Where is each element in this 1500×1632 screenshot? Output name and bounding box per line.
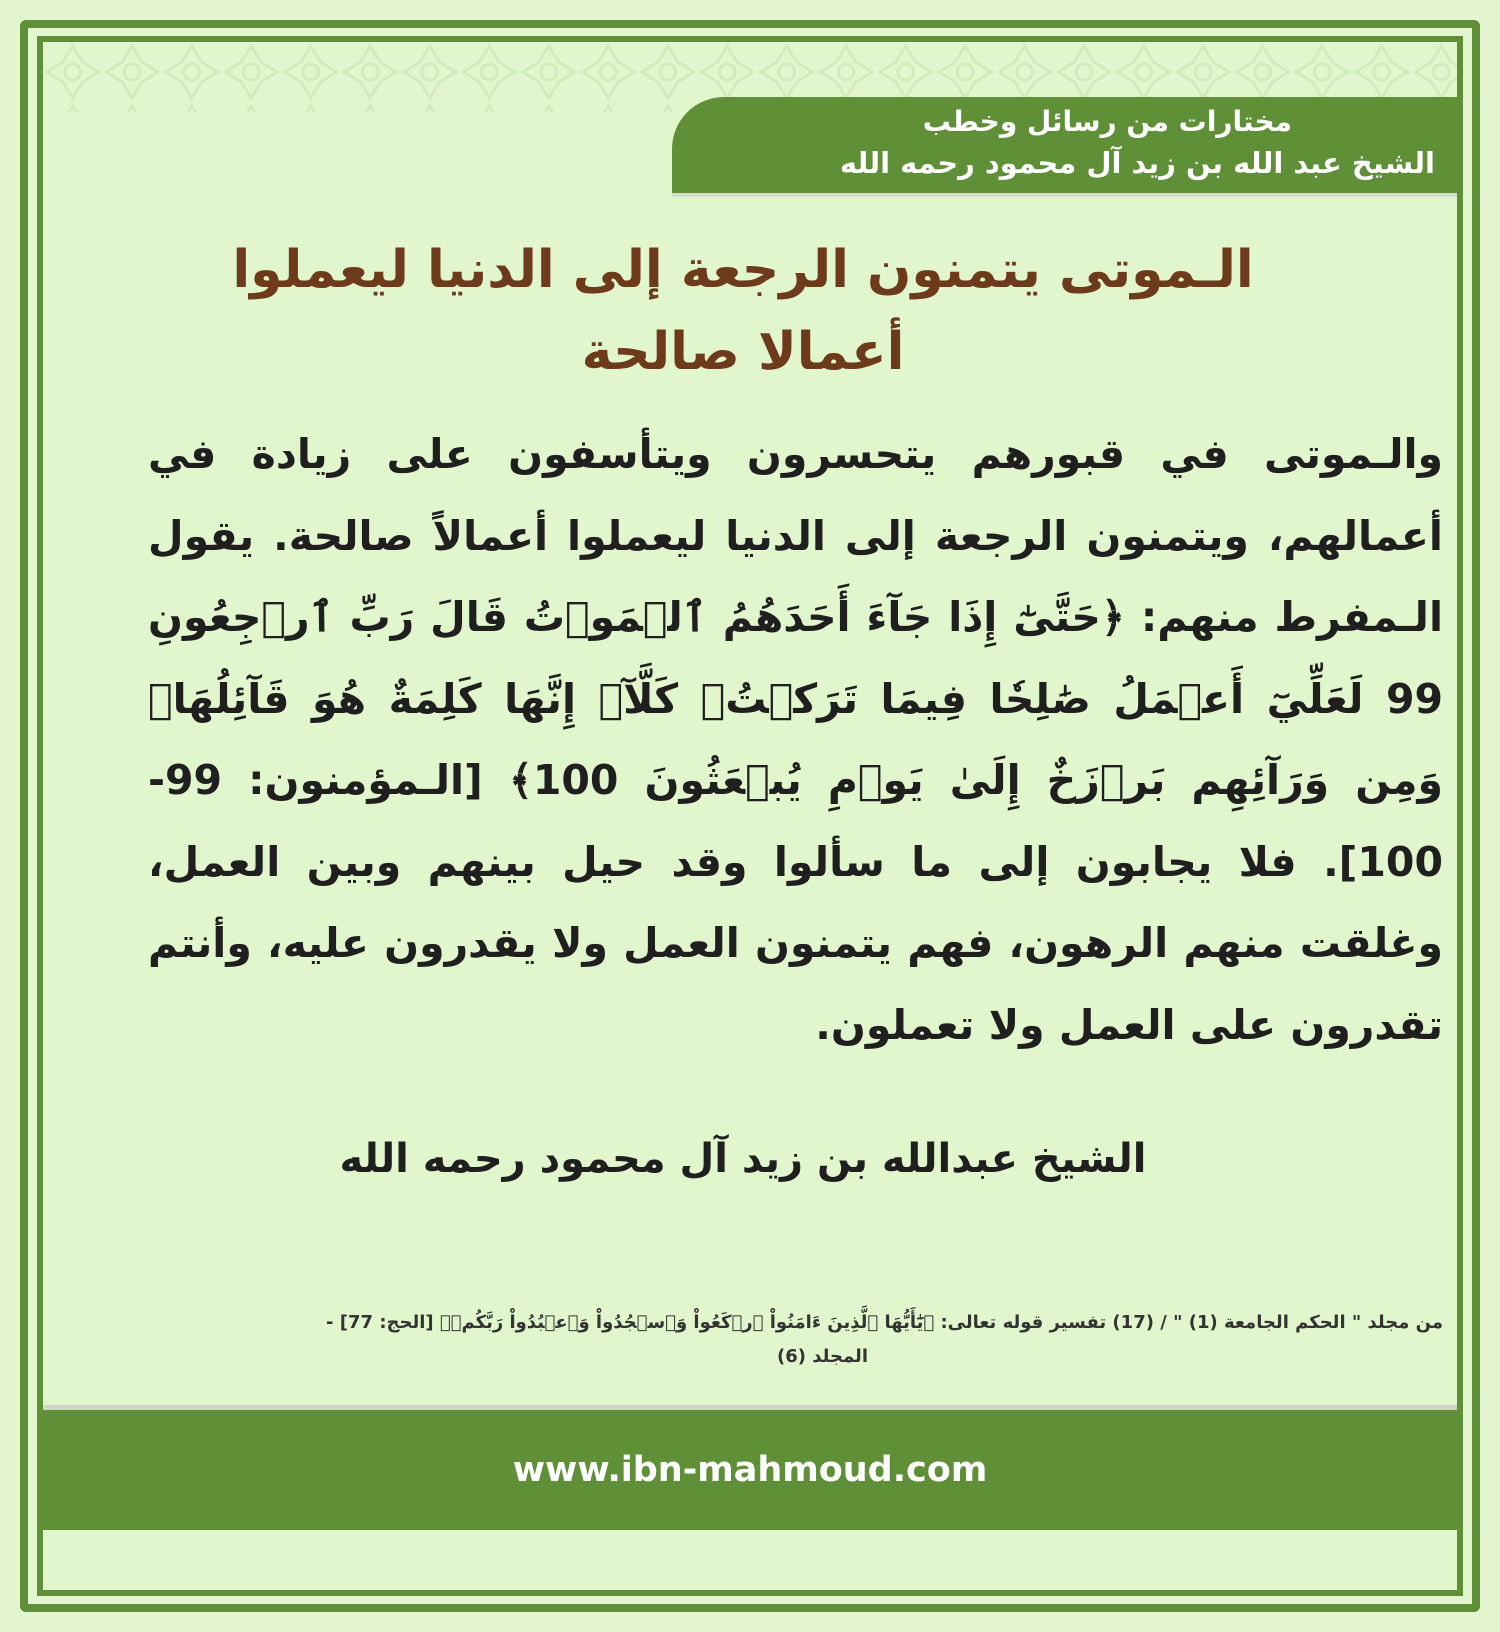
article-body [148,414,1443,1066]
website-link[interactable]: www.ibn-mahmoud.com [512,1450,988,1490]
body-conclusion: [الـمؤمنون: 99-100]. فلا يجابون إلى ما سألوا وقد حيل بينهم وبين العمل، وغلقت منهم الرهون، فهم يتمنون العمل ولا يقدرون عليه، وأنتم تقدرون على العمل ولا تعملون. [148,756,1443,1049]
banner-subtitle: مختارات من رسائل وخطب [922,105,1292,138]
banner-author: الشيخ عبد الله بن زيد آل محمود رحمه الله [839,146,1435,180]
title-line-2: أعمالا صالحة [581,322,905,382]
source-line-2: المجلد (6) [777,1346,868,1367]
source-line-1: من مجلد " الحكم الجامعة (1) " / (17) تفسير قوله تعالى: ﴿يَٰٓأَيُّهَا ٱلَّذِينَ ءَامَنُواْ ٱرۡكَعُواْ وَٱسۡجُدُواْ وَٱعۡبُدُواْ رَبَّكُمۡ﴾ [الحج: 77] - [326,1312,1443,1333]
title-line-1: الـموتى يتمنون الرجعة إلى الدنيا ليعملوا [232,240,1254,300]
page-title [143,229,1343,393]
author-signature: الشيخ عبدالله بن زيد آل محمود رحمه الله [339,1136,1147,1182]
footer-bottom-strip [43,1530,1457,1590]
header-banner [672,97,1457,193]
source-citation [223,1306,1443,1374]
footer-bar [43,1410,1457,1530]
quran-verse: ﴿حَتَّىٰٓ إِذَا جَآءَ أَحَدَهُمُ ٱلۡمَوۡتُ قَالَ رَبِّ ٱرۡجِعُونِ 99 لَعَلِّيٓ أَعۡمَلُ صَٰلِحٗا فِيمَا تَرَكۡتُۚ كَلَّآۚ إِنَّهَا كَلِمَةٌ هُوَ قَآئِلُهَاۖ وَمِن وَرَآئِهِم بَرۡزَخٌ إِلَىٰ يَوۡمِ يُبۡعَثُونَ 100﴾ [148,593,1443,804]
content-panel [37,36,1463,1596]
body-intro: والـموتى في قبورهم يتحسرون ويتأسفون على زيادة في أعمالهم، ويتمنون الرجعة إلى الدنيا ليعملوا أعمالاً صالحة. يقول الـمفرط منهم: [148,430,1444,641]
